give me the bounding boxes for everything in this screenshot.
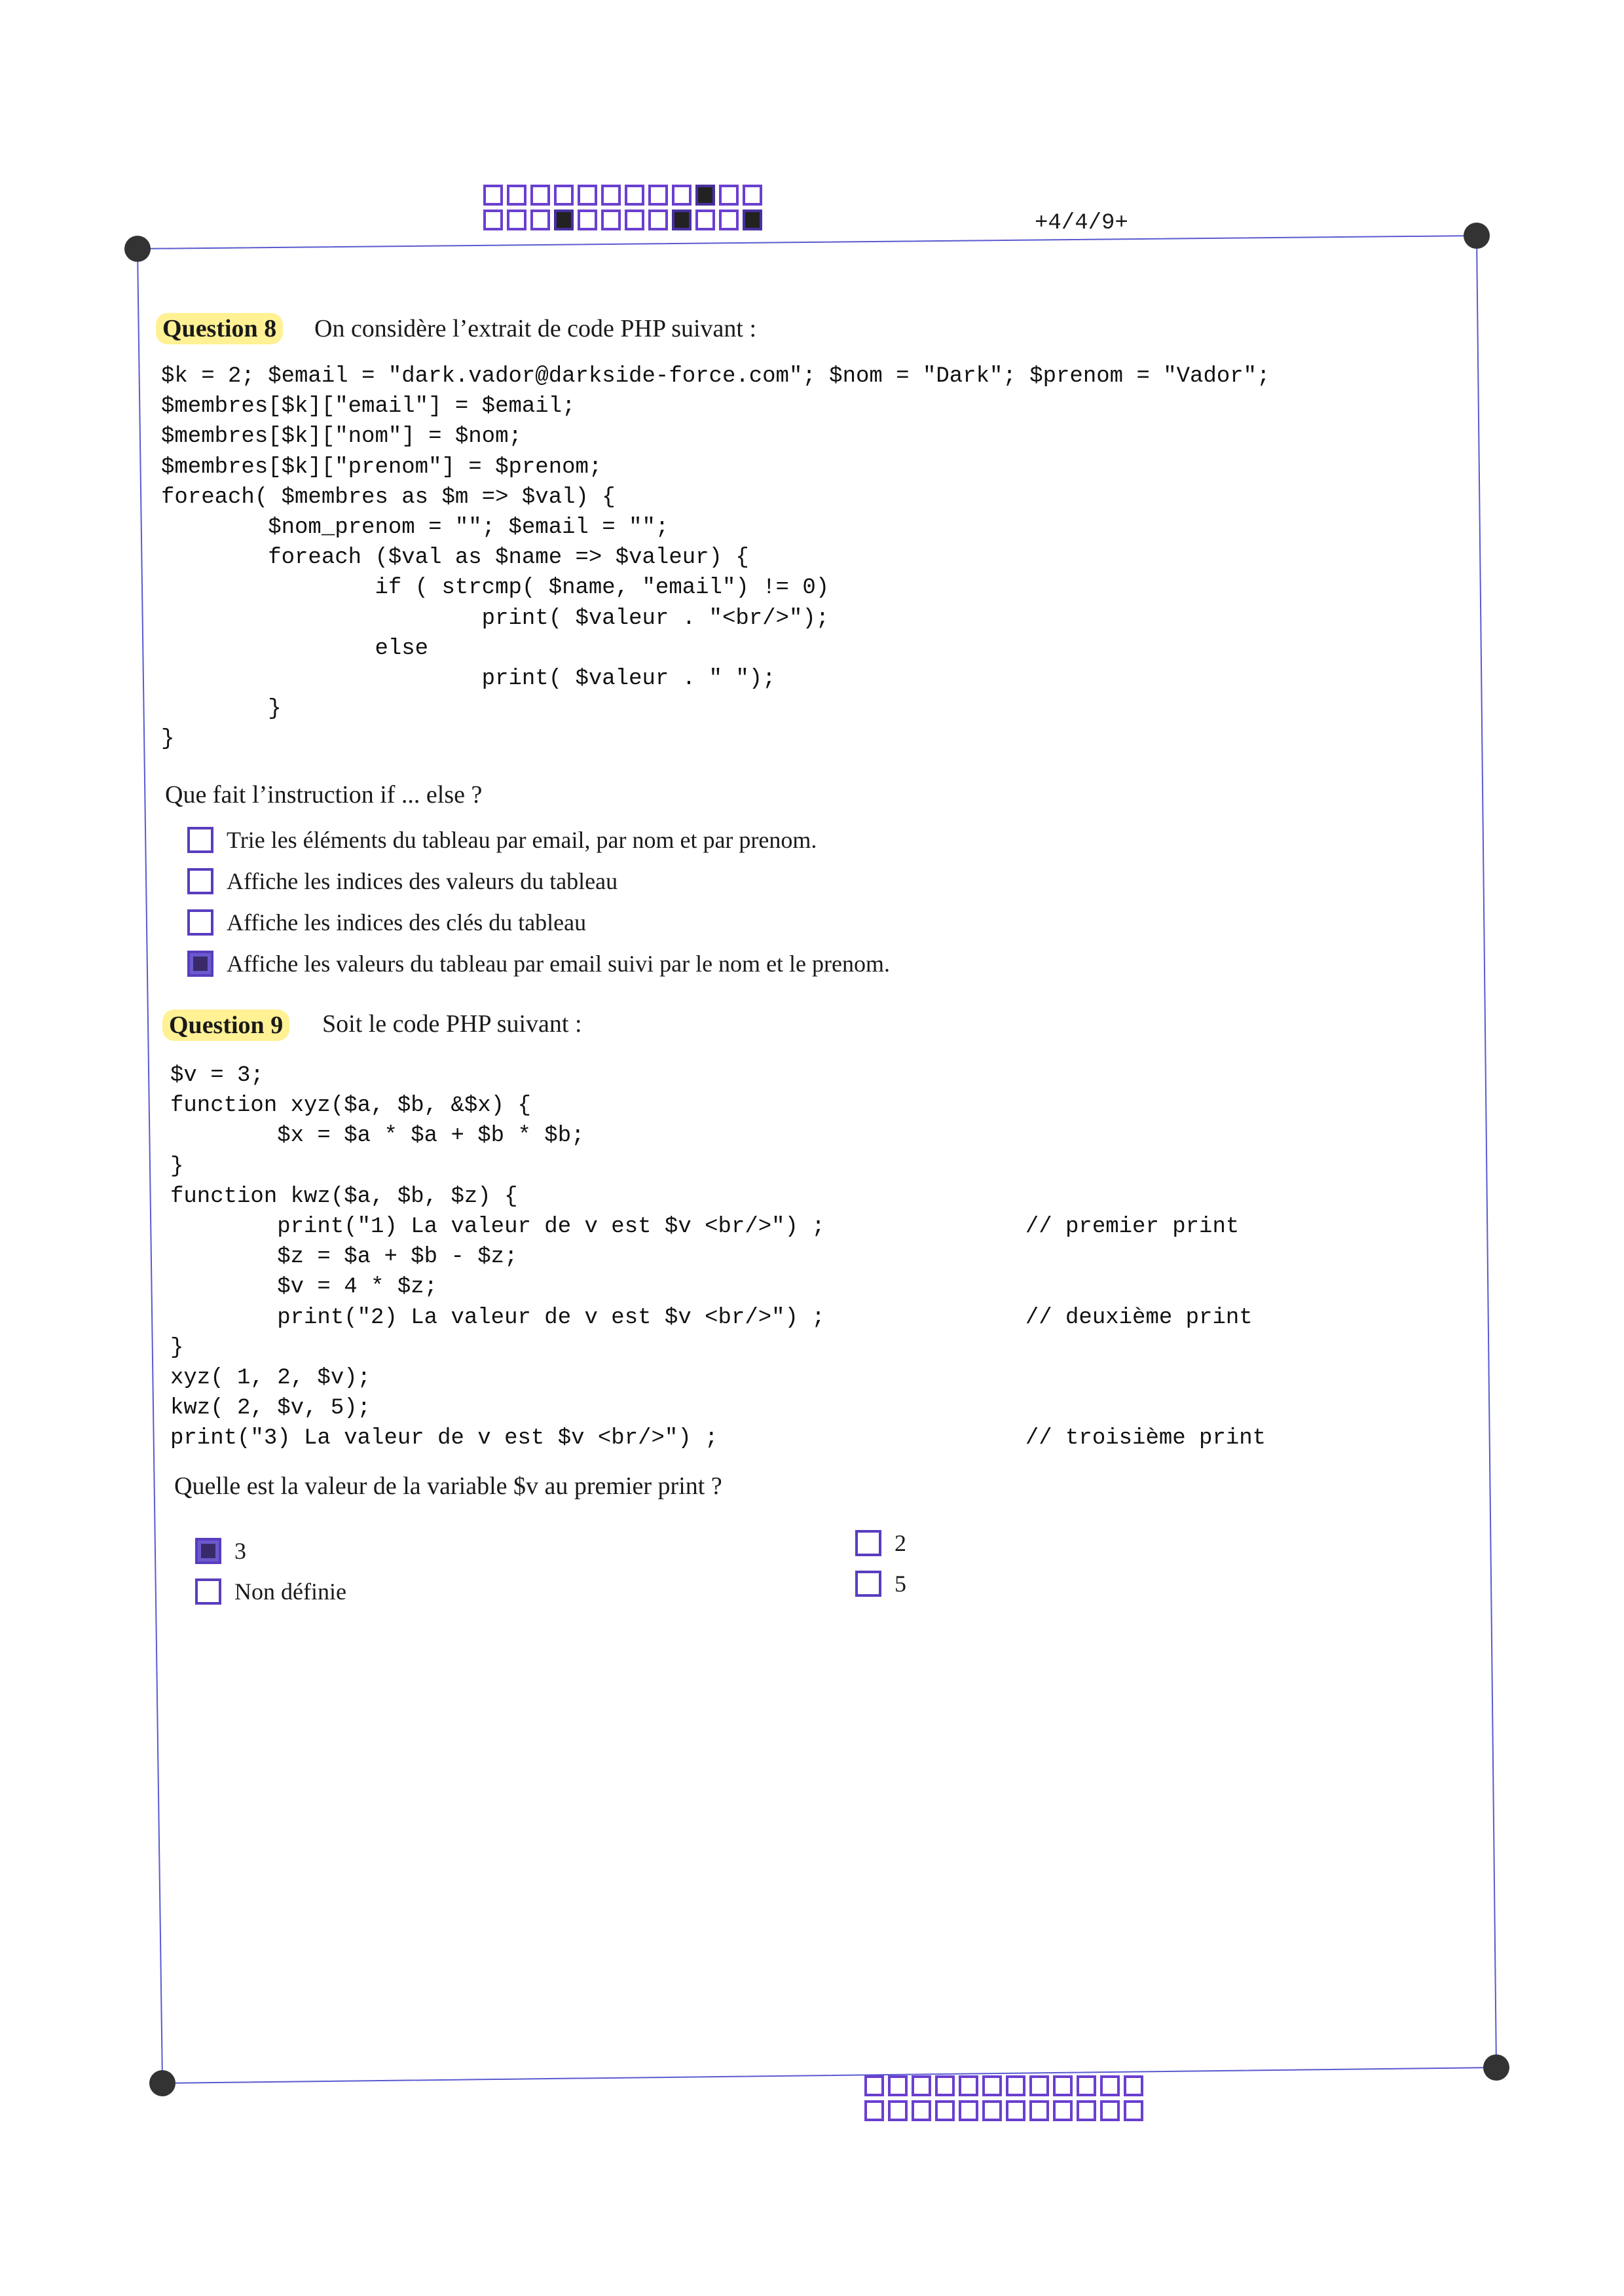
- code-cell: [672, 185, 692, 206]
- question-9-answer-2[interactable]: [855, 1529, 906, 1557]
- code-cell: [935, 2100, 955, 2121]
- question-9-answer-1[interactable]: [195, 1537, 246, 1565]
- code-cell: [719, 185, 739, 206]
- answer-checkbox[interactable]: [187, 827, 213, 853]
- question-8-answer-2[interactable]: [187, 867, 618, 895]
- answer-checkbox[interactable]: [855, 1571, 881, 1597]
- top-code-row-1: [483, 185, 766, 206]
- code-cell: [530, 210, 550, 230]
- code-cell: [864, 2075, 884, 2096]
- code-cell: [743, 185, 762, 206]
- corner-dot-bottom-right: [1483, 2054, 1509, 2081]
- code-cell: [912, 2075, 931, 2096]
- code-cell: [959, 2100, 978, 2121]
- code-cell: [578, 185, 597, 206]
- corner-dot-top-right: [1464, 223, 1490, 249]
- question-8-prompt: Que fait l’instruction if ... else ?: [165, 781, 483, 809]
- code-cell: [625, 185, 644, 206]
- question-9-answer-4[interactable]: [855, 1570, 906, 1597]
- code-cell: [601, 185, 621, 206]
- code-cell-filled: [743, 210, 762, 230]
- code-cell: [1077, 2100, 1096, 2121]
- code-cell: [912, 2100, 931, 2121]
- code-cell: [507, 210, 526, 230]
- question-8-label: Question 8: [156, 313, 283, 344]
- code-cell: [1053, 2075, 1073, 2096]
- page-id: +4/4/9+: [1035, 211, 1128, 236]
- code-cell: [1029, 2075, 1049, 2096]
- bottom-code-row-2: [864, 2100, 1147, 2121]
- code-cell: [1124, 2100, 1143, 2121]
- answer-checkbox-checked[interactable]: [195, 1538, 221, 1564]
- code-cell: [864, 2100, 884, 2121]
- code-cell: [695, 210, 715, 230]
- question-8-answer-3[interactable]: [187, 909, 586, 936]
- code-cell: [959, 2075, 978, 2096]
- bottom-code-bars: [864, 2075, 1147, 2121]
- code-cell: [648, 210, 668, 230]
- code-cell: [483, 210, 503, 230]
- question-9-code: $v = 3; function xyz($a, $b, &$x) { $x = $a * $a + $b * $b; } function kwz($a, $b, $z) { print("1) La valeur de v est $v <br/>") ; // premier print $z = $a + $b - $z; $v = 4 * $z; print("2) La valeur de v est $v <br/>") ; // deuxième print } xyz( 1, 2, $v); kwz( 2, $v, 5); print("3) La valeur de v est $v <br/>") ; // troisième print: [170, 1063, 1266, 1451]
- code-cell: [1029, 2100, 1049, 2121]
- question-8-intro: On considère l’extrait de code PHP suivant :: [314, 315, 757, 342]
- question-8-answer-1[interactable]: [187, 826, 817, 854]
- code-cell: [982, 2100, 1002, 2121]
- answer-text: 2: [895, 1530, 906, 1556]
- answer-checkbox-checked[interactable]: [187, 951, 213, 977]
- code-cell: [1100, 2100, 1120, 2121]
- question-9-prompt: Quelle est la valeur de la variable $v au premier print ?: [174, 1472, 722, 1500]
- question-9-answer-3[interactable]: [195, 1578, 346, 1605]
- answer-text: Trie les éléments du tableau par email, par nom et par prenom.: [227, 827, 817, 853]
- code-cell: [888, 2100, 908, 2121]
- code-cell: [719, 210, 739, 230]
- question-9-label: Question 9: [162, 1010, 289, 1041]
- question-9-intro: Soit le code PHP suivant :: [322, 1010, 582, 1038]
- answer-checkbox[interactable]: [855, 1530, 881, 1556]
- code-cell-filled: [695, 185, 715, 206]
- answer-checkbox[interactable]: [187, 909, 213, 936]
- code-cell: [648, 185, 668, 206]
- code-cell: [554, 185, 574, 206]
- code-cell: [530, 185, 550, 206]
- question-8-code: $k = 2; $email = "dark.vador@darkside-force.com"; $nom = "Dark"; $prenom = "Vador"; $membres[$k]["email"] = $email; $membres[$k]["nom"] = $nom; $membres[$k]["prenom"] = $prenom; foreach( $membres as $m => $val) { $nom_prenom = ""; $email = ""; foreach ($val as $name => $valeur) { if ( strcmp( $name, "email") != 0) print( $valeur . "<br/>"); else print( $valeur . " "); } }: [161, 364, 1270, 752]
- code-cell: [1006, 2075, 1025, 2096]
- code-cell: [935, 2075, 955, 2096]
- answer-checkbox[interactable]: [187, 868, 213, 894]
- code-cell: [982, 2075, 1002, 2096]
- answer-text: Affiche les valeurs du tableau par email suivi par le nom et le prenom.: [227, 951, 890, 977]
- answer-text: Affiche les indices des valeurs du tableau: [227, 868, 618, 894]
- answer-text: Affiche les indices des clés du tableau: [227, 909, 587, 936]
- code-cell: [1077, 2075, 1096, 2096]
- answer-checkbox[interactable]: [195, 1578, 221, 1605]
- corner-dot-bottom-left: [149, 2070, 175, 2096]
- code-cell: [507, 185, 526, 206]
- bottom-code-row-1: [864, 2075, 1147, 2096]
- code-cell: [1100, 2075, 1120, 2096]
- code-cell: [483, 185, 503, 206]
- code-cell: [1053, 2100, 1073, 2121]
- code-cell-filled: [672, 210, 692, 230]
- code-cell: [601, 210, 621, 230]
- code-cell: [578, 210, 597, 230]
- answer-text: Non définie: [234, 1578, 346, 1605]
- top-code-bars: [483, 185, 766, 230]
- answer-text: 3: [234, 1538, 246, 1564]
- code-cell: [888, 2075, 908, 2096]
- code-cell: [625, 210, 644, 230]
- code-cell-filled: [554, 210, 574, 230]
- top-code-row-2: [483, 210, 766, 230]
- code-cell: [1006, 2100, 1025, 2121]
- corner-dot-top-left: [124, 236, 151, 262]
- code-cell: [1124, 2075, 1143, 2096]
- answer-text: 5: [895, 1571, 906, 1597]
- question-8-answer-4[interactable]: [187, 950, 890, 977]
